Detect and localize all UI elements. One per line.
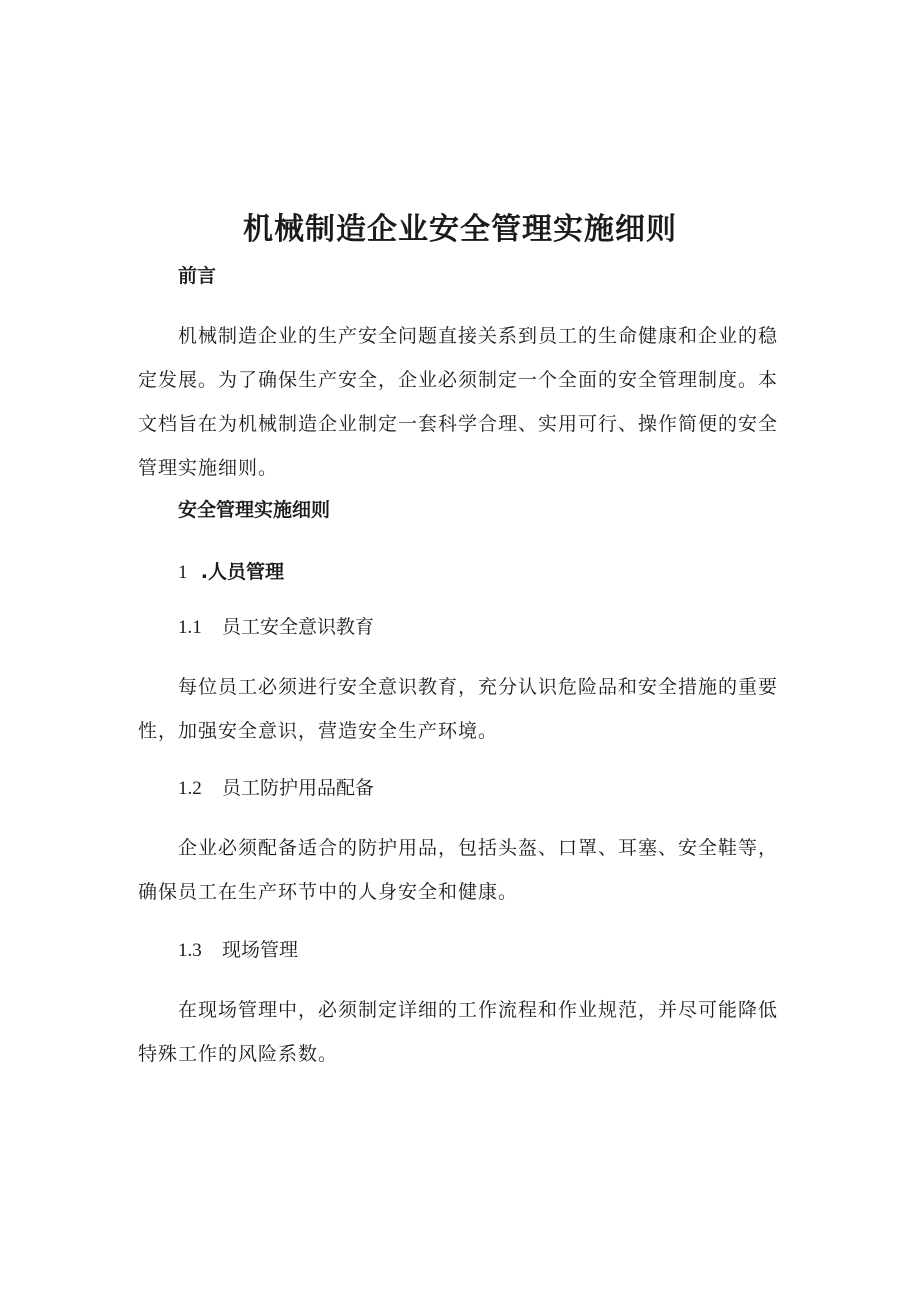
item-1-1-number: 1.1 [178,617,202,638]
item-1-1-label: 员工安全意识教育 [222,616,375,638]
item-1-2-heading [178,774,374,803]
section-1-label: .人员管理 [200,561,284,583]
preface-paragraph: 机械制造企业的生产安全问题直接关系到员工的生命健康和企业的稳定发展。为了确保生产安全，企业必须制定一个全面的安全管理制度。本文档旨在为机械制造企业制定一套科学合理、实用可行、操作简便的安全管理实施细则。 [138,325,779,479]
section-1-number: 1 [178,562,188,583]
item-1-3-paragraph: 在现场管理中，必须制定详细的工作流程和作业规范，并尽可能降低特殊工作的风险系数。 [138,999,779,1065]
item-1-2-paragraph: 企业必须配备适合的防护用品，包括头盔、口罩、耳塞、安全鞋等，确保员工在生产环节中的人身安全和健康。 [138,837,779,903]
item-1-3-heading [178,936,298,965]
item-1-2-number: 1.2 [178,778,202,799]
item-1-3-number: 1.3 [178,940,202,961]
document-title: 机械制造企业安全管理实施细则 [243,212,677,247]
section-heading: 安全管理实施细则 [178,499,331,521]
item-1-2-label: 员工防护用品配备 [222,777,375,799]
item-1-3-label: 现场管理 [222,939,299,961]
section-1-heading [178,558,284,587]
item-1-1-paragraph: 每位员工必须进行安全意识教育，充分认识危险品和安全措施的重要性，加强安全意识，营造安全生产环境。 [138,676,779,742]
preface-heading: 前言 [178,265,217,287]
item-1-1-heading [178,613,374,642]
